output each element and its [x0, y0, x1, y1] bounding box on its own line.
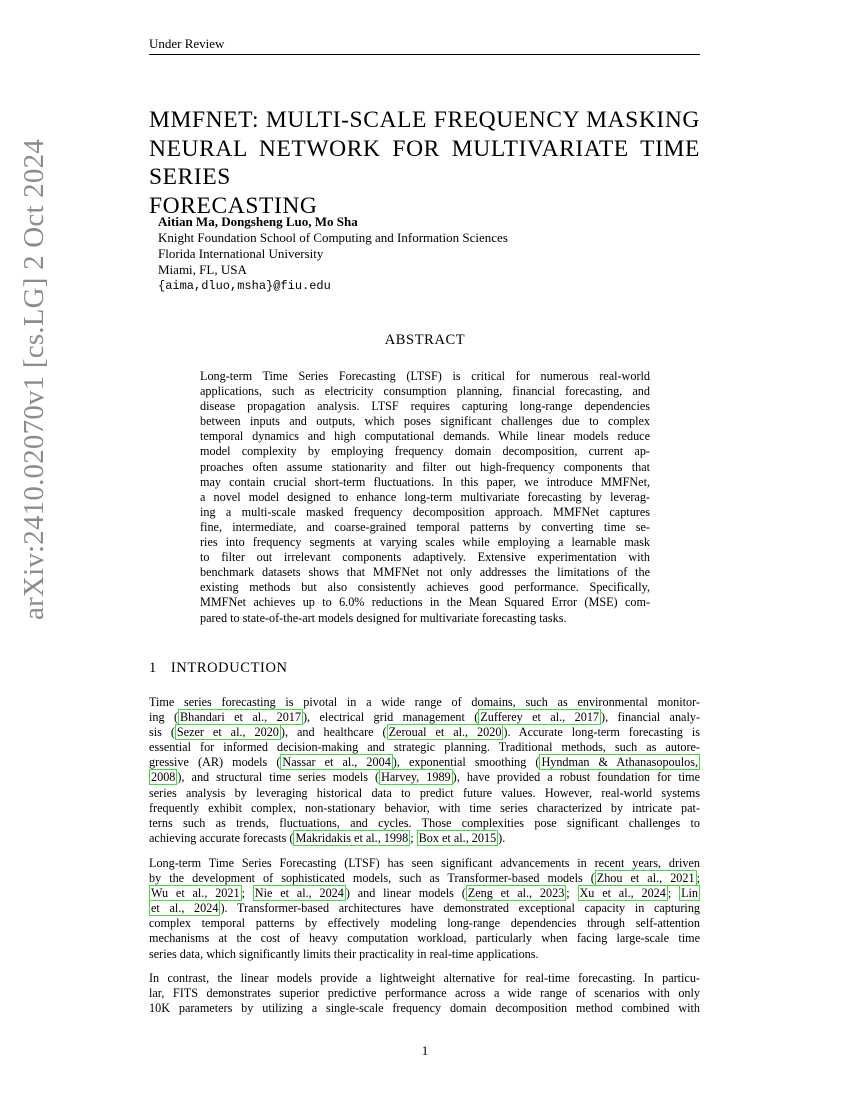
text-line — [149, 755, 700, 770]
abstract-line: proaches often assume stationarity and filter out high-frequency components that — [200, 459, 650, 474]
title-line-3: FORECASTING — [149, 192, 318, 219]
text-run: Time series forecasting is pivotal in a wide range of domains, such as environmental monitor- — [149, 695, 700, 709]
section-title: INTRODUCTION — [170, 660, 288, 676]
citation-link[interactable]: Hyndman & Athanasopoulos, — [541, 755, 698, 770]
text-line — [149, 986, 700, 1001]
text-run: sis ( — [149, 725, 175, 740]
section-heading — [149, 660, 288, 677]
abstract-line: model complexity by employing frequency domain decomposition, current ap- — [200, 444, 650, 459]
text-run: ; — [410, 830, 417, 845]
text-run: ). Transformer-based architectures have demonstrated exceptional capacity in capturing — [220, 901, 701, 916]
citation-link[interactable]: 2008 — [151, 770, 176, 785]
text-line — [149, 725, 700, 740]
text-run: In contrast, the linear models provide a lightweight alternative for real-time forecasting. In particu- — [149, 971, 700, 985]
abstract-line: between inputs and outputs, which poses significant challenges due to complex — [200, 414, 650, 429]
text-run: frequently exhibit complex, non-stationary behavior, with time series characterized by intricate pat- — [149, 800, 700, 815]
text-run: lar, FITS demonstrates superior predictive performance across a wide range of scenarios with only — [149, 986, 700, 1001]
text-run: ing ( — [149, 710, 179, 725]
citation-link[interactable]: Nie et al., 2024 — [254, 886, 344, 901]
citation-link[interactable]: Xu et al., 2024 — [579, 886, 666, 901]
abstract-line: fine, intermediate, and coarse-grained temporal patterns by converting time se- — [200, 519, 650, 534]
intro-paragraph-1 — [149, 695, 700, 846]
text-line — [149, 931, 700, 946]
citation-link[interactable]: Makridakis et al., 1998 — [295, 830, 409, 845]
abstract-line: may contain crucial short-term fluctuations. In this paper, we introduce MMFNet, — [200, 474, 650, 489]
text-line — [149, 916, 700, 931]
text-line — [149, 816, 700, 831]
citation-link[interactable]: Bhandari et al., 2017 — [180, 710, 301, 725]
text-line — [149, 695, 700, 710]
section-number: 1 — [149, 660, 157, 676]
author-affiliation: Knight Foundation School of Computing and Information Sciences — [158, 230, 508, 245]
citation-link[interactable]: Sezer et al., 2020 — [176, 725, 279, 740]
abstract-line: existing methods but also consistently achieves good performance. Specifically, — [200, 580, 650, 595]
text-run: ), and healthcare ( — [280, 725, 387, 740]
citation-link[interactable]: Zhou et al., 2021 — [596, 871, 695, 886]
abstract-line: temporal dynamics and high computational demands. While linear models reduce — [200, 429, 650, 444]
abstract-heading: ABSTRACT — [384, 332, 466, 348]
abstract-line: ing a multi-scale masked frequency decomposition approach. MMFNet captures — [200, 504, 650, 519]
abstract-line: a novel model designed to enhance long-term multivariate forecasting by leverag- — [200, 489, 650, 504]
text-run: mechanisms at the cost of heavy computation workload, particularly when facing large-scale time — [149, 931, 700, 946]
text-line — [149, 947, 700, 962]
author-block — [158, 214, 508, 294]
citation-link[interactable]: Zeng et al., 2023 — [467, 886, 565, 901]
page-number: 1 — [421, 1043, 429, 1058]
citation-link[interactable]: Wu et al., 2021 — [151, 886, 240, 901]
text-run: Long-term Time Series Forecasting (LTSF) has seen significant advancements in recent years, driven — [149, 856, 700, 870]
author-names: Aitian Ma, Dongsheng Luo, Mo Sha — [158, 214, 358, 229]
text-run: ). — [498, 830, 506, 845]
abstract-line: pared to state-of-the-art models designed for multivariate forecasting tasks. — [200, 610, 567, 625]
abstract-line: applications, such as electricity consumption planning, financial forecasting, and — [200, 384, 650, 399]
text-run: essential for informed decision-making and strategic planning. Traditional methods, such as autore- — [149, 740, 700, 755]
text-line — [149, 886, 700, 901]
text-run: complex temporal patterns by effectively modeling long-range dependencies through self-attention — [149, 916, 700, 931]
text-line — [149, 901, 700, 916]
text-line — [149, 770, 700, 785]
citation-link[interactable]: Nassar et al., 2004 — [282, 755, 391, 770]
author-university: Florida International University — [158, 246, 324, 261]
text-line — [149, 871, 700, 886]
citation-link[interactable]: Zufferey et al., 2017 — [480, 710, 600, 725]
text-run: ), have provided a robust foundation for time — [452, 770, 701, 785]
text-line — [149, 740, 700, 755]
abstract-line: to filter out irrelevant components adaptively. Extensive experimentation with — [200, 550, 650, 565]
text-line — [149, 801, 700, 816]
text-line — [149, 710, 700, 725]
intro-paragraph-2 — [149, 856, 700, 962]
arxiv-identifier: arXiv:2410.02070v1 [cs.LG] 2 Oct 2024 — [18, 139, 50, 620]
text-run: ; — [566, 886, 578, 901]
text-run: series data, which significantly limits their practicality in real-time applications. — [149, 946, 539, 961]
text-line — [149, 831, 700, 846]
intro-paragraph-3 — [149, 971, 700, 1016]
text-run: ; — [696, 871, 700, 886]
abstract-line: Long-term Time Series Forecasting (LTSF) is critical for numerous real-world — [200, 369, 650, 383]
text-run: series analysis by leveraging historical data to predict future values. However, real-world systems — [149, 785, 700, 800]
citation-link[interactable]: Lin — [681, 886, 699, 901]
paper-title — [149, 106, 700, 220]
text-run: ) and linear models ( — [345, 886, 466, 901]
text-run: achieving accurate forecasts ( — [149, 830, 294, 845]
text-run: terns such as trends, fluctuations, and cycles. Those complexities pose significant challenges to — [149, 815, 700, 830]
abstract-line: disease propagation analysis. LTSF requires capturing long-range dependencies — [200, 399, 650, 414]
citation-link[interactable]: et al., 2024 — [151, 901, 219, 916]
text-run: ; — [667, 886, 680, 901]
author-location: Miami, FL, USA — [158, 262, 247, 277]
citation-link[interactable]: Harvey, 1989 — [381, 770, 451, 785]
text-run: ). Accurate long-term forecasting is — [503, 725, 700, 740]
abstract-line: ries into frequency segments at varying scales while employing a learnable mask — [200, 535, 650, 550]
text-run: ), exponential smoothing ( — [392, 755, 540, 770]
running-header: Under Review — [149, 36, 700, 55]
abstract-line: benchmark datasets shows that MMFNet not only addresses the limitations of the — [200, 565, 650, 580]
text-run: by the development of sophisticated models, such as Transformer-based models ( — [149, 871, 595, 886]
text-run: ), electrical grid management ( — [303, 710, 479, 725]
text-line — [149, 856, 700, 871]
abstract-line: MMFNet achieves up to 6.0% reductions in the Mean Squared Error (MSE) com- — [200, 595, 650, 610]
text-line — [149, 786, 700, 801]
text-run: ), financial analy- — [601, 710, 701, 725]
text-run: ; — [241, 886, 253, 901]
text-line — [149, 1001, 700, 1016]
title-line-1: MMFNET: MULTI-SCALE FREQUENCY MASKING — [149, 107, 700, 133]
title-line-2: NEURAL NETWORK FOR MULTIVARIATE TIME SERIES — [149, 135, 700, 190]
text-run: ), and structural time series models ( — [177, 770, 380, 785]
author-email: {aima,dluo,msha}@fiu.edu — [158, 279, 331, 293]
text-run: 10K parameters by utilizing a single-scale frequency domain decomposition method combined with — [149, 1001, 700, 1016]
citation-link[interactable]: Box et al., 2015 — [418, 830, 497, 845]
abstract-body — [200, 369, 650, 626]
citation-link[interactable]: Zeroual et al., 2020 — [388, 725, 502, 740]
text-run: gressive (AR) models ( — [149, 755, 281, 770]
text-line — [149, 971, 700, 986]
